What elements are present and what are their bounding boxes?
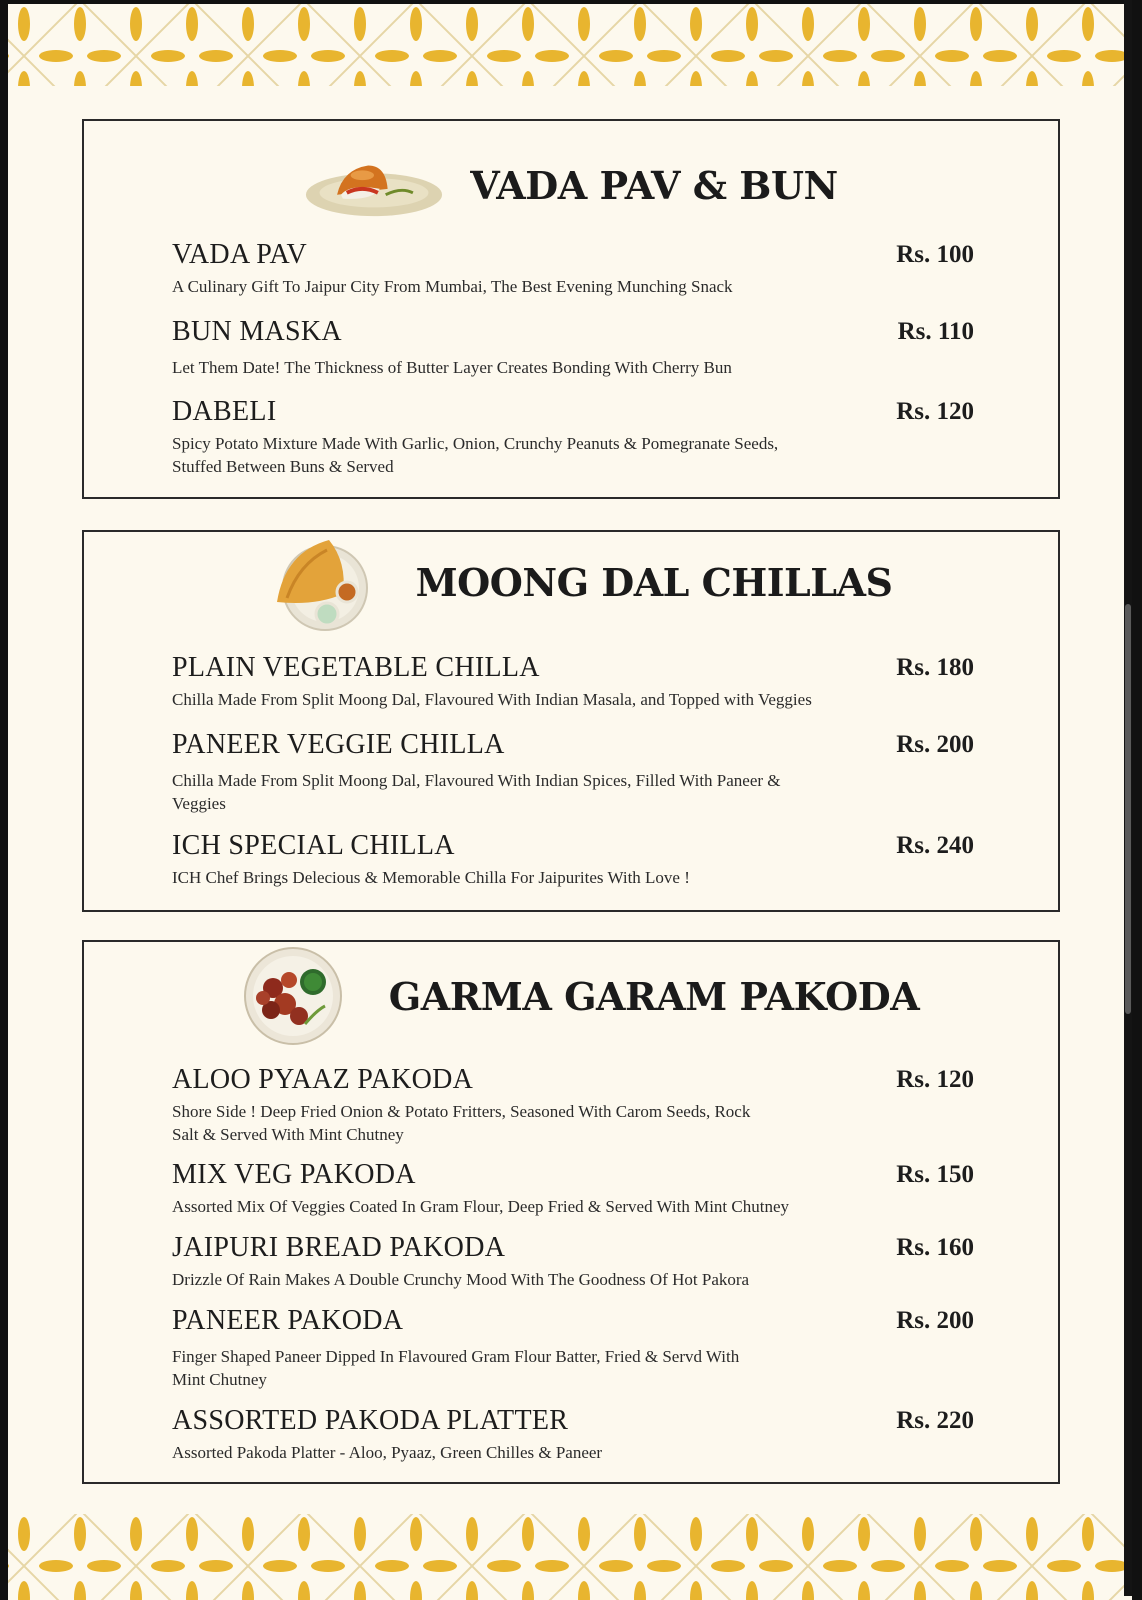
menu-page <box>8 4 1132 1600</box>
item-price: Rs. 120 <box>896 398 974 425</box>
item-name: ICH SPECIAL CHILLA <box>172 830 455 861</box>
vada-pav-plate-icon <box>304 135 444 235</box>
item-price: Rs. 110 <box>897 318 974 345</box>
menu-item <box>172 1305 974 1391</box>
item-name: BUN MASKA <box>172 316 342 347</box>
item-description: Finger Shaped Paneer Dipped In Flavoured Gram Flour Batter, Fried & Servd With Mint Chutney <box>172 1347 740 1389</box>
item-price: Rs. 180 <box>896 654 974 681</box>
decorative-pattern-top <box>8 4 1132 86</box>
item-price: Rs. 100 <box>896 241 974 268</box>
item-price: Rs. 120 <box>896 1066 974 1093</box>
item-description: Assorted Mix Of Veggies Coated In Gram Flour, Deep Fried & Served With Mint Chutney <box>172 1197 790 1216</box>
section-header <box>84 532 1058 632</box>
menu-item <box>172 1405 974 1464</box>
item-description: A Culinary Gift To Jaipur City From Mumbai, The Best Evening Munching Snack <box>172 277 733 296</box>
section-header <box>84 135 1058 235</box>
menu-item <box>172 316 974 379</box>
section-title: VADA PAV & BUN <box>470 162 838 208</box>
item-price: Rs. 150 <box>896 1161 974 1188</box>
section-title: MOONG DAL CHILLAS <box>415 559 893 605</box>
section-moong-dal-chillas <box>82 530 1060 912</box>
pakoda-plate-icon <box>223 946 363 1046</box>
chilla-plate-icon <box>250 532 390 632</box>
item-price: Rs. 200 <box>896 1307 974 1334</box>
menu-item <box>172 729 974 815</box>
item-description: Chilla Made From Split Moong Dal, Flavoured With Indian Spices, Filled With Paneer & Veggies <box>172 771 781 813</box>
menu-item <box>172 1232 974 1291</box>
menu-item <box>172 1159 974 1218</box>
item-price: Rs. 160 <box>896 1234 974 1261</box>
scrollbar[interactable] <box>1124 0 1132 1596</box>
item-description: Assorted Pakoda Platter - Aloo, Pyaaz, Green Chilles & Paneer <box>172 1443 603 1462</box>
item-name: ALOO PYAAZ PAKODA <box>172 1064 474 1095</box>
item-description: Shore Side ! Deep Fried Onion & Potato Fritters, Seasoned With Carom Seeds, Rock Salt & Served With Mint Chutney <box>172 1102 751 1144</box>
item-name: MIX VEG PAKODA <box>172 1159 416 1190</box>
item-name: PLAIN VEGETABLE CHILLA <box>172 652 540 683</box>
menu-item <box>172 396 974 478</box>
menu-item <box>172 652 974 711</box>
item-description: Spicy Potato Mixture Made With Garlic, Onion, Crunchy Peanuts & Pomegranate Seeds, Stuffed Between Buns & Served <box>172 434 779 476</box>
item-price: Rs. 200 <box>896 731 974 758</box>
item-name: PANEER VEGGIE CHILLA <box>172 729 505 760</box>
item-name: VADA PAV <box>172 239 307 270</box>
item-description: Chilla Made From Split Moong Dal, Flavoured With Indian Masala, and Topped with Veggies <box>172 690 812 709</box>
item-name: JAIPURI BREAD PAKODA <box>172 1232 506 1263</box>
item-description: Drizzle Of Rain Makes A Double Crunchy Mood With The Goodness Of Hot Pakora <box>172 1270 750 1289</box>
item-name: PANEER PAKODA <box>172 1305 404 1336</box>
item-price: Rs. 220 <box>896 1407 974 1434</box>
section-vada-pav-bun <box>82 119 1060 499</box>
section-garma-garam-pakoda <box>82 940 1060 1484</box>
item-price: Rs. 240 <box>896 832 974 859</box>
scrollbar-thumb[interactable] <box>1125 604 1131 1014</box>
item-description: Let Them Date! The Thickness of Butter Layer Creates Bonding With Cherry Bun <box>172 358 732 377</box>
menu-item <box>172 239 974 298</box>
section-title: GARMA GARAM PAKODA <box>388 973 920 1019</box>
section-header <box>84 946 1058 1046</box>
item-description: ICH Chef Brings Delecious & Memorable Chilla For Jaipurites With Love ! <box>172 868 690 887</box>
item-name: ASSORTED PAKODA PLATTER <box>172 1405 569 1436</box>
menu-item <box>172 830 974 889</box>
item-name: DABELI <box>172 396 277 427</box>
decorative-pattern-bottom <box>8 1514 1132 1600</box>
menu-item <box>172 1064 974 1146</box>
